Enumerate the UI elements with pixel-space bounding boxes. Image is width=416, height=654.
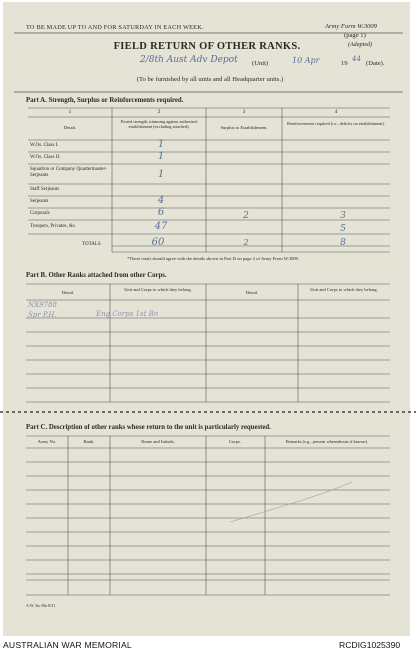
- detail-cqms: Squadron or Company Quartermaster-Serjeants: [30, 167, 107, 178]
- hw-attached-unit: Eng Corps 1st Bn: [96, 310, 159, 318]
- date-label: (Date).: [366, 60, 385, 67]
- detail-privates: Troopers, Privates, &c.: [30, 224, 77, 229]
- form-number: Army Form W.3009: [325, 23, 377, 30]
- part-a-header-detail: Detail.: [63, 125, 77, 130]
- part-a-header-surplus: Surplus to Establishment.: [220, 125, 268, 130]
- detail-serjeants: Serjeants: [30, 199, 49, 204]
- posted-privates: 47: [154, 221, 168, 232]
- part-c-header-name: Name and Initials.: [141, 439, 175, 444]
- part-c-header-corps: Corps.: [228, 439, 242, 444]
- totals-reinf: 8: [340, 238, 346, 248]
- footer-record-id: RCDIG1025390: [339, 640, 401, 650]
- part-c-heading: Part C. Description of other ranks whose return to the unit is particularly requested.: [26, 424, 271, 431]
- reinf-privates: 5: [340, 224, 346, 234]
- posted-wo1: 1: [157, 139, 165, 150]
- handwritten-date: 10 Apr: [292, 56, 320, 65]
- furnish-note: (To be furnished by all units and all Headquarter units.): [136, 76, 284, 83]
- reinf-corporals: 3: [340, 211, 346, 221]
- totals-posted: 60: [151, 237, 165, 248]
- totals-label: TOTALS: [82, 242, 101, 247]
- part-b-header-detail-1: Detail.: [61, 290, 75, 295]
- print-mark: A.W. 3to 58a 8/31: [26, 603, 56, 608]
- footer-institution: AUSTRALIAN WAR MEMORIAL: [3, 640, 132, 650]
- detail-corporals: Corporals: [30, 211, 50, 216]
- posted-cqms: 1: [157, 169, 165, 180]
- part-a-header-reinf: Reinforcements required (i.e., deficits on establishment).: [287, 121, 385, 126]
- surplus-corporals: 2: [243, 211, 249, 221]
- totals-note: *These totals should agree with the details shown in Part D on page 2 of Army Form W.3009.: [127, 256, 300, 261]
- totals-surplus: 2: [243, 238, 249, 247]
- part-a-colnum-4: 4: [334, 109, 338, 115]
- archive-footer: [0, 636, 416, 654]
- part-a-header-posted: Posted strength, trimming against authorised establishment (excluding attached).: [120, 119, 198, 130]
- part-b-header-unit-1: Unit and Corps to which they belong.: [124, 287, 192, 292]
- detail-wo1: W.Os. Class I.: [30, 143, 59, 148]
- form-title: FIELD RETURN OF OTHER RANKS.: [113, 41, 301, 52]
- part-b-header-unit-2: Unit and Corps to which they belong.: [310, 287, 378, 292]
- detail-wo2: W.Os. Class II.: [30, 155, 61, 160]
- part-a-colnum-3: 3: [242, 109, 246, 115]
- posted-wo2: 1: [157, 151, 165, 162]
- fold-line: [0, 411, 416, 413]
- year-prefix: 19: [341, 60, 348, 67]
- handwritten-year: 44: [352, 55, 361, 63]
- posted-serjeants: 4: [157, 195, 165, 206]
- part-a-colnum-2: 2: [157, 109, 161, 115]
- part-c-header-remarks: Remarks (e.g., present whereabouts if known).: [285, 439, 369, 444]
- part-b-header-detail-2: Detail.: [245, 290, 259, 295]
- detail-staff-serjeants: Staff Serjeants: [30, 187, 60, 192]
- posted-corporals: 6: [157, 207, 165, 218]
- part-a-colnum-1: 1: [68, 109, 72, 115]
- unit-label: (Unit): [252, 60, 269, 67]
- part-c-header-army-no: Army No.: [37, 439, 57, 444]
- hw-army-number: NX9788: [28, 301, 57, 309]
- part-a-heading: Part A. Strength, Surplus or Reinforcements required.: [26, 97, 184, 104]
- adapted-label: (Adapted): [348, 42, 372, 48]
- hw-attached-detail: Spr P.H.: [28, 311, 57, 319]
- part-b-heading: Part B. Other Ranks attached from other Corps.: [26, 272, 167, 279]
- part-c-header-rank: Rank.: [83, 439, 95, 444]
- weekly-instruction: TO BE MADE UP TO AND FOR SATURDAY IN EACH WEEK.: [26, 24, 204, 31]
- handwritten-unit: 2/8th Aust Adv Depot: [140, 55, 238, 65]
- page-label: (page 1): [344, 32, 366, 39]
